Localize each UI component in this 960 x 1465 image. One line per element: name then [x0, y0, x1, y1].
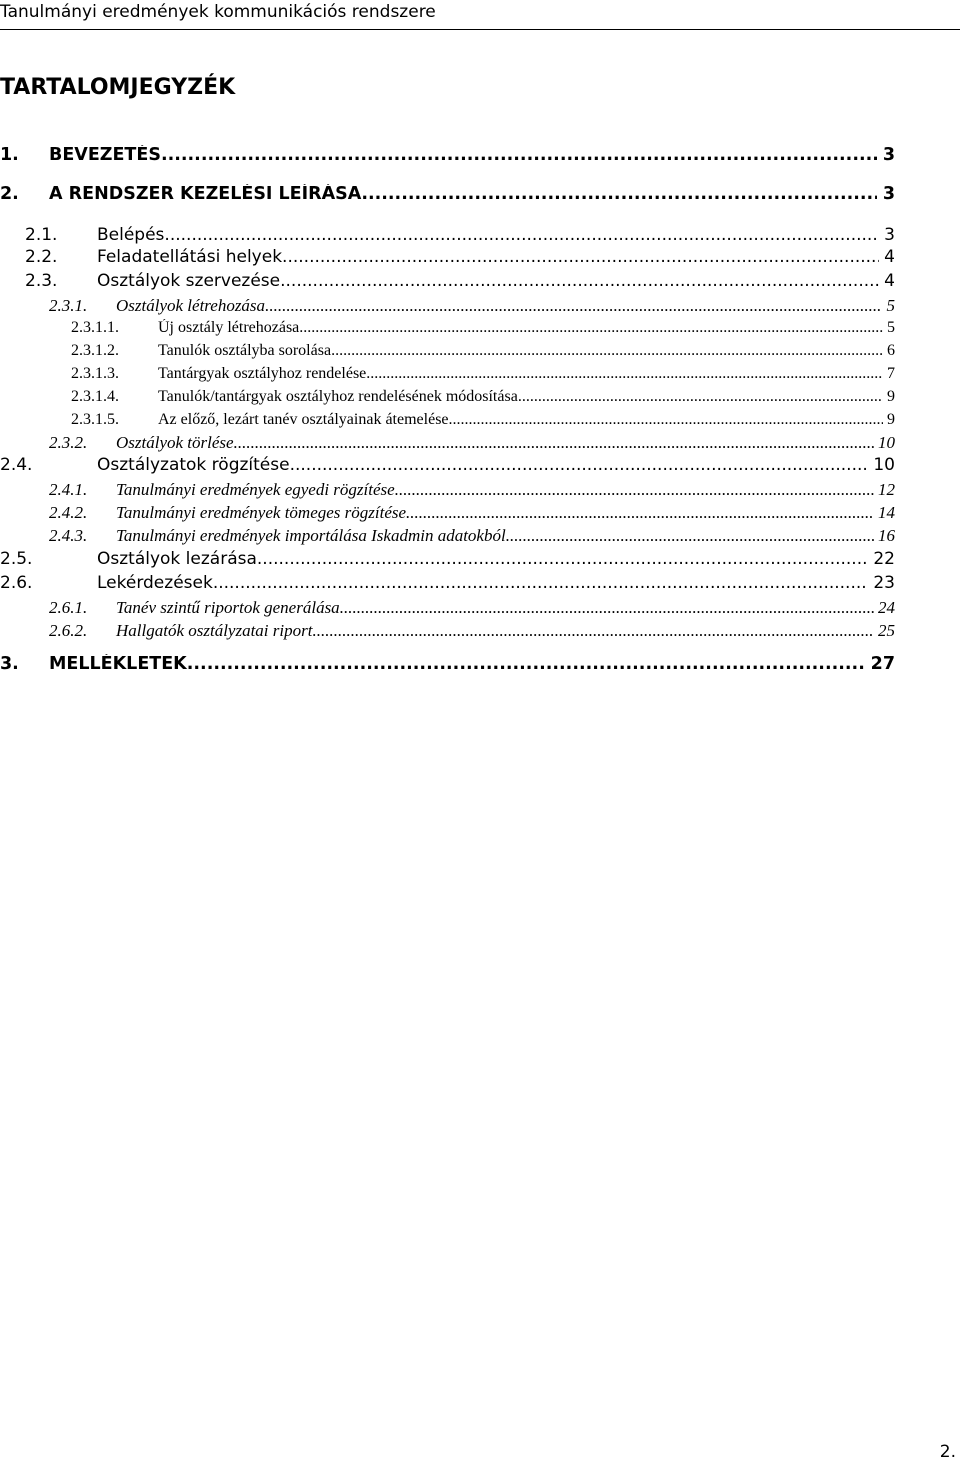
- toc-entry-number: 2.6.2.: [49, 621, 88, 640]
- toc-entry[interactable]: [0, 145, 895, 165]
- toc-entry-title: Az előző, lezárt tanév osztályainak átemelése: [158, 411, 449, 428]
- toc-entry-number: 2.4.: [0, 455, 33, 475]
- toc-dot-leader: [257, 549, 868, 569]
- toc-entry-title: Osztályok létrehozása: [116, 296, 266, 315]
- toc-entry-page: 9: [887, 411, 895, 428]
- toc-dot-leader: [395, 480, 874, 500]
- toc-entry-number: 2.3.1.1.: [71, 319, 119, 336]
- toc-entry[interactable]: [0, 549, 895, 569]
- toc-entry-number: 2.6.1.: [49, 598, 88, 617]
- toc-entry-page: 14: [878, 503, 895, 522]
- toc-dot-leader: [361, 184, 876, 204]
- toc-entry-number: 2.3.2.: [49, 433, 88, 452]
- toc-entry-number: 2.4.1.: [49, 480, 88, 499]
- toc-entry-number: 2.6.: [0, 573, 33, 593]
- toc-entry-title: Tanulmányi eredmények tömeges rögzítése: [116, 503, 407, 522]
- toc-entry-title: A RENDSZER KEZELÉSI LEÍRÁSA: [49, 184, 362, 204]
- toc-dot-leader: [340, 598, 874, 618]
- toc-entry-title: Osztályok szervezése: [97, 271, 281, 291]
- toc-entry-number: 2.5.: [0, 549, 33, 569]
- toc-entry-number: 2.3.1.2.: [71, 342, 119, 359]
- toc-dot-leader: [366, 365, 883, 383]
- toc-entry-number: 2.3.1.3.: [71, 365, 119, 382]
- toc-entry-title: Új osztály létrehozása: [158, 319, 300, 336]
- toc-entry[interactable]: [71, 319, 895, 337]
- toc-entry-page: 23: [873, 573, 895, 593]
- toc-entry-number: 2.3.1.5.: [71, 411, 119, 428]
- toc-dot-leader: [506, 526, 874, 546]
- toc-entry-number: 2.3.1.: [49, 296, 88, 315]
- toc-dot-leader: [299, 319, 883, 337]
- toc-entry-title: Tanulmányi eredmények importálása Iskadmin adatokból: [116, 526, 506, 545]
- toc-dot-leader: [265, 296, 882, 316]
- toc-entry-number: 2.4.2.: [49, 503, 88, 522]
- table-of-contents: [0, 0, 960, 720]
- toc-entry[interactable]: [49, 433, 895, 453]
- toc-entry[interactable]: [0, 573, 895, 593]
- toc-dot-leader: [282, 247, 879, 267]
- toc-entry-number: 3.: [0, 654, 19, 674]
- toc-entry-title: Feladatellátási helyek: [97, 247, 283, 267]
- toc-entry[interactable]: [71, 342, 895, 360]
- toc-dot-leader: [518, 388, 883, 406]
- toc-entry-title: Osztályzatok rögzítése: [97, 455, 290, 475]
- toc-entry-page: 24: [878, 598, 895, 617]
- toc-dot-leader: [213, 573, 868, 593]
- toc-entry-page: 3: [882, 145, 895, 165]
- toc-entry-page: 4: [884, 247, 895, 267]
- toc-entry-number: 2.2.: [25, 247, 58, 267]
- toc-dot-leader: [312, 621, 873, 641]
- toc-entry[interactable]: [49, 503, 895, 523]
- toc-entry-number: 2.1.: [25, 225, 58, 245]
- toc-entry-number: 2.4.3.: [49, 526, 88, 545]
- toc-dot-leader: [331, 342, 883, 360]
- toc-entry-title: Hallgatók osztályzatai riport: [116, 621, 313, 640]
- toc-entry-title: Osztályok törlése: [116, 433, 234, 452]
- page-header: Tanulmányi eredmények kommunikációs rendszere: [0, 2, 436, 22]
- toc-entry-page: 7: [887, 365, 895, 382]
- toc-entry-number: 2.3.1.4.: [71, 388, 119, 405]
- toc-dot-leader: [187, 654, 865, 674]
- toc-entry-number: 2.: [0, 184, 19, 204]
- toc-entry-title: Tanév szintű riportok generálása: [116, 598, 340, 617]
- toc-entry[interactable]: [49, 621, 895, 641]
- toc-entry[interactable]: [71, 365, 895, 383]
- toc-entry-page: 27: [870, 654, 895, 674]
- toc-entry[interactable]: [0, 455, 895, 475]
- toc-entry[interactable]: [49, 598, 895, 618]
- toc-entry-number: 1.: [0, 145, 19, 165]
- page-number: 2.: [939, 1442, 956, 1462]
- toc-dot-leader: [234, 433, 874, 453]
- toc-entry-page: 16: [878, 526, 895, 545]
- toc-entry[interactable]: [49, 296, 895, 316]
- toc-entry-page: 10: [873, 455, 895, 475]
- toc-entry-page: 6: [887, 342, 895, 359]
- toc-dot-leader: [164, 225, 878, 245]
- toc-entry-title: BEVEZETÉS: [49, 145, 161, 165]
- toc-entry-page: 5: [887, 319, 895, 336]
- toc-entry-title: Lekérdezések: [97, 573, 213, 593]
- toc-dot-leader: [406, 503, 874, 523]
- toc-entry[interactable]: [25, 247, 895, 267]
- toc-entry-page: 4: [884, 271, 895, 291]
- toc-entry-title: Tantárgyak osztályhoz rendelése: [158, 365, 367, 382]
- toc-entry[interactable]: [71, 388, 895, 406]
- toc-dot-leader: [280, 271, 879, 291]
- toc-dot-leader: [290, 455, 868, 475]
- toc-entry-page: 25: [878, 621, 895, 640]
- toc-dot-leader: [449, 411, 883, 429]
- toc-entry[interactable]: [25, 225, 895, 245]
- toc-entry-title: MELLÉKLETEK: [49, 654, 187, 674]
- toc-entry[interactable]: [0, 184, 895, 204]
- toc-entry[interactable]: [71, 411, 895, 429]
- toc-entry-page: 3: [882, 184, 895, 204]
- toc-entry-title: Tanulók osztályba sorolása: [158, 342, 332, 359]
- toc-entry-page: 5: [886, 296, 895, 315]
- toc-entry-title: Belépés: [97, 225, 165, 245]
- toc-entry-page: 3: [884, 225, 895, 245]
- toc-entry-title: Osztályok lezárása: [97, 549, 257, 569]
- toc-entry-title: Tanulmányi eredmények egyedi rögzítése: [116, 480, 395, 499]
- toc-entry-title: Tanulók/tantárgyak osztályhoz rendelésének módosítása: [158, 388, 518, 405]
- toc-entry-page: 12: [878, 480, 895, 499]
- toc-heading: TARTALOMJEGYZÉK: [0, 75, 236, 100]
- toc-entry-number: 2.3.: [25, 271, 58, 291]
- toc-entry[interactable]: [49, 480, 895, 500]
- toc-entry[interactable]: [49, 526, 895, 546]
- toc-entry-page: 10: [878, 433, 895, 452]
- toc-entry[interactable]: [0, 654, 895, 674]
- toc-entry-page: 9: [887, 388, 895, 405]
- toc-dot-leader: [161, 145, 877, 165]
- toc-entry-page: 22: [873, 549, 895, 569]
- toc-entry[interactable]: [25, 271, 895, 291]
